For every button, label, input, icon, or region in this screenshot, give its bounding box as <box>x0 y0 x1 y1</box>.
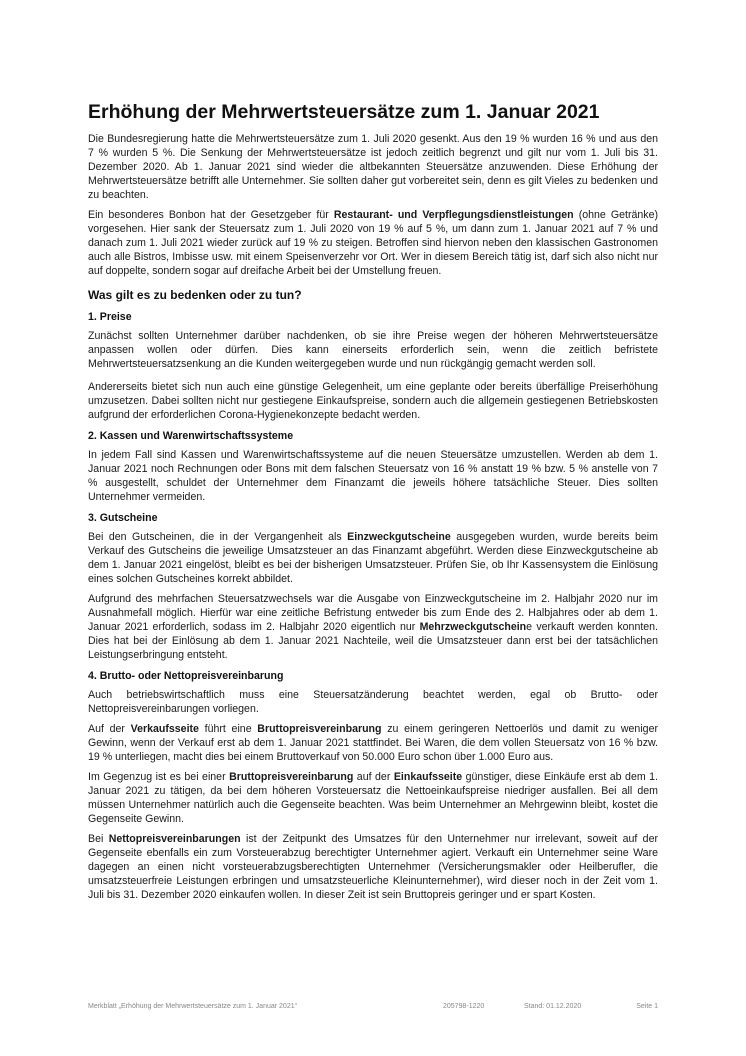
footer-stand: Stand: 01.12.2020 <box>524 1003 582 1010</box>
section-1-paragraph-2: Andererseits bietet sich nun auch eine günstige Gelegenheit, um eine geplante oder bereits überfällige Preiserhöhung umzusetzen. Dabei sollten nicht nur gestiegene Einkaufspreise, sondern auch die allgemein gestiegenen Betriebskosten aufgrund der erforderlichen Corona-Hygienekonzepte bedacht werden. <box>88 381 658 421</box>
section-4-heading: 4. Brutto- oder Nettopreisvereinbarung <box>88 670 284 682</box>
footer-code: 205798-1220 <box>443 1003 485 1010</box>
section-4-paragraph-3: Im Gegenzug ist es bei einer Bruttopreisvereinbarung auf der Einkaufsseite günstiger, diese Einkäufe erst ab dem 1. Januar 2021 zu tätigen, da bei dem höheren Vorsteuersatz die Nettoeinkaufspreise niedriger ausfallen. Bei all dem müssen Unternehmer natürlich auch die Gegenseite beachten. Was beim Unternehmer an Mehrgewinn bleibt, kostet die Gegenseite Gewinn. <box>88 771 658 825</box>
question-heading: Was gilt es zu bedenken oder zu tun? <box>88 288 302 302</box>
section-4-paragraph-1: Auch betriebswirtschaftlich muss eine Steuersatzänderung beachtet werden, egal ob Brutto- oder Nettopreisvereinbarungen vorliegen. <box>88 689 658 715</box>
section-4-paragraph-4: Bei Nettopreisvereinbarungen ist der Zeitpunkt des Umsatzes für den Unternehmer nur irrelevant, soweit auf der Gegenseite ebenfalls ein zum Vorsteuerabzug berechtigter Unternehmer agiert. Verkauft ein Unternehmer seine Ware dagegen an einen nicht vorsteuerabzugsberechtigten Unternehmer (Versicherungsmakler oder Heilberufler, die umsatzsteuerfreie Leistungen erbringen und umsatzsteuerliche Kleinunternehmer), wird dieser noch in der Zeit vom 1. Juli bis 31. Dezember 2020 einkaufen wollen. In dieser Zeit ist sein Bruttopreis geringer und er spart Kosten. <box>88 833 658 901</box>
intro-paragraph-2: Ein besonderes Bonbon hat der Gesetzgeber für Restaurant- und Verpflegungsdienstleistungen (ohne Getränke) vorgesehen. Hier sank der Steuersatz zum 1. Juli 2020 von 19 % auf 5 %, um dann zum 1. Januar 2021 auf 7 % und danach zum 1. Juli 2021 wieder zurück auf 19 % zu steigen. Betroffen sind hiervon neben den klassischen Gastronomen auch alle Bistros, Imbisse usw. mit einem Speisenverzehr vor Ort. Wer in diesem Bereich tätig ist, darf sich also nicht nur auf doppelte, sondern sogar auf dreifache Arbeit bei der Umstellung freuen. <box>88 209 658 277</box>
footer-page-number: Seite 1 <box>636 1003 658 1010</box>
section-3-paragraph-1: Bei den Gutscheinen, die in der Vergangenheit als Einzweckgutscheine ausgegeben wurden, wurde bereits beim Verkauf des Gutscheins die jeweilige Umsatzsteuer an das Finanzamt abgeführt. Werden diese Einzweckgutscheine ab dem 1. Januar 2021 eingelöst, bleibt es bei der bisherigen Umsatzsteuer. Prüfen Sie, ob Ihr Kassensystem die Einlösung eines solchen Gutscheines korrekt abbildet. <box>88 531 658 585</box>
section-3-paragraph-2: Aufgrund des mehrfachen Steuersatzwechsels war die Ausgabe von Einzweckgutscheine im 2. Halbjahr 2020 nur im Ausnahmefall möglich. Hierfür war eine zeitliche Befristung entweder bis zum Ende des 2. Halbjahres oder ab dem 1. Januar 2021 erforderlich, sodass im 2. Halbjahr 2020 eigentlich nur Mehrzweckgutscheine verkauft werden konnten. Dies hat bei der Einlösung ab dem 1. Januar 2021 Nachteile, weil die Umsatzsteuer dann erst bei der tatsächlichen Leistungserbringung entsteht. <box>88 593 659 661</box>
document-title: Erhöhung der Mehrwertsteuersätze zum 1. Januar 2021 <box>88 101 600 123</box>
document-page <box>88 100 658 908</box>
section-2-paragraph-1: In jedem Fall sind Kassen und Warenwirtschaftssysteme auf die neuen Steuersätze umzustellen. Werden ab dem 1. Januar 2021 noch Rechnungen oder Bons mit dem falschen Steuersatz von 16 % anstatt 19 % bzw. 5 % anstelle von 7 % ausgestellt, schuldet der Unternehmer dem Finanzamt die jeweils höhere tatsächliche Steuer. Dies sollten Unternehmer vermeiden. <box>88 449 658 503</box>
footer-title: Merkblatt „Erhöhung der Mehrwertsteuersätze zum 1. Januar 2021“ <box>88 1003 297 1010</box>
section-2-heading: 2. Kassen und Warenwirtschaftssysteme <box>88 430 294 442</box>
intro-paragraph-1: Die Bundesregierung hatte die Mehrwertsteuersätze zum 1. Juli 2020 gesenkt. Aus den 19 % wurden 16 % und aus den 7 % wurden 5 %. Die Senkung der Mehrwertsteuersätze ist jedoch zeitlich begrenzt und gilt nur vom 1. Juli bis 31. Dezember 2020. Ab 1. Januar 2021 sind wieder die altbekannten Steuersätze anzuwenden. Diese Erhöhung der Mehrwertsteuersätze betrifft alle Unternehmer. Sie sollten daher gut vorbereitet sein, denn es gilt Vieles zu bedenken und zu beachten. <box>88 133 658 201</box>
page-footer <box>88 1003 658 1015</box>
section-3-heading: 3. Gutscheine <box>88 512 158 524</box>
section-1-heading: 1. Preise <box>88 311 132 323</box>
section-1-paragraph-1: Zunächst sollten Unternehmer darüber nachdenken, ob sie ihre Preise wegen der höheren Mehrwertsteuersätze anpassen wollen oder dürfen. Dies kann einerseits erforderlich sein, wenn die zeitlich befristete Mehrwertsteuersatzsenkung an die Kunden weitergegeben wurde und nun rückgängig gemacht werden soll. <box>88 330 658 370</box>
section-4-paragraph-2: Auf der Verkaufsseite führt eine Bruttopreisvereinbarung zu einem geringeren Nettoerlös und damit zu weniger Gewinn, wenn der Verkauf erst ab dem 1. Januar 2021 stattfindet. Bei Waren, die dem vollen Steuersatz von 16 % bzw. 19 % unterliegen, macht dies bei einem Bruttoverkauf von 50.000 Euro schon über 1.000 Euro aus. <box>88 723 658 763</box>
